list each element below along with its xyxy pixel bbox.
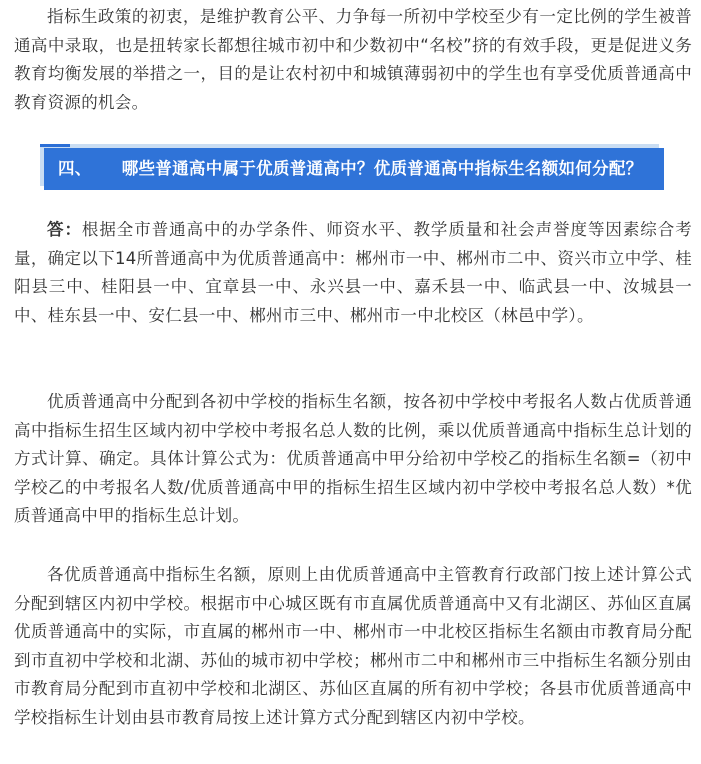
heading-number: 四、 [58,159,92,178]
answer-body: 根据全市普通高中的办学条件、师资水平、教学质量和社会声誉度等因素综合考量，确定以下14所普通高中为优质普通高中：郴州市一中、郴州市二中、资兴市立中学、桂阳县三中、桂阳县一中、宜章县一中、永兴县一中、嘉禾县一中、临武县一中、汝城县一中、桂东县一中、安仁县一中、郴州市三中、郴州市一中北校区（林邑中学）。 [14,220,692,325]
heading-title: 哪些普通高中属于优质普通高中？优质普通高中指标生名额如何分配？ [121,159,643,178]
answer-paragraph [14,216,692,330]
section-heading [40,144,665,192]
answer-label: 答： [47,220,82,239]
heading-accent-bar [40,144,70,147]
heading-box [44,148,664,190]
formula-paragraph: 优质普通高中分配到各初中学校的指标生名额，按各初中学校中考报名人数占优质普通高中指标生招生区域内初中学校中考报名总人数的比例，乘以优质普通高中指标生总计划的方式计算、确定。具体计算公式为：优质普通高中甲分给初中学校乙的指标生名额=（初中学校乙的中考报名人数/优质普通高中甲的指标生招生区域内初中学校中考报名总人数）*优质普通高中甲的指标生总计划。 [14,392,692,525]
intro-paragraph: 指标生政策的初衷，是维护教育公平、力争每一所初中学校至少有一定比例的学生被普通高中录取，也是扭转家长都想往城市初中和少数初中“名校”挤的有效手段，更是促进义务教育均衡发展的举措之一，目的是让农村初中和城镇薄弱初中的学生也有享受优质普通高中教育资源的机会。 [14,7,692,112]
distribution-paragraph: 各优质普通高中指标生名额，原则上由优质普通高中主管教育行政部门按上述计算公式分配到辖区内初中学校。根据市中心城区既有市直属优质普通高中又有北湖区、苏仙区直属优质普通高中的实际，市直属的郴州市一中、郴州市一中北校区指标生名额由市教育局分配到市直初中学校和北湖、苏仙的城市初中学校；郴州市二中和郴州市三中指标生名额分别由市教育局分配到市直初中学校和北湖区、苏仙区直属的所有初中学校；各县市优质普通高中学校指标生计划由县市教育局按上述计算方式分配到辖区内初中学校。 [14,565,692,727]
